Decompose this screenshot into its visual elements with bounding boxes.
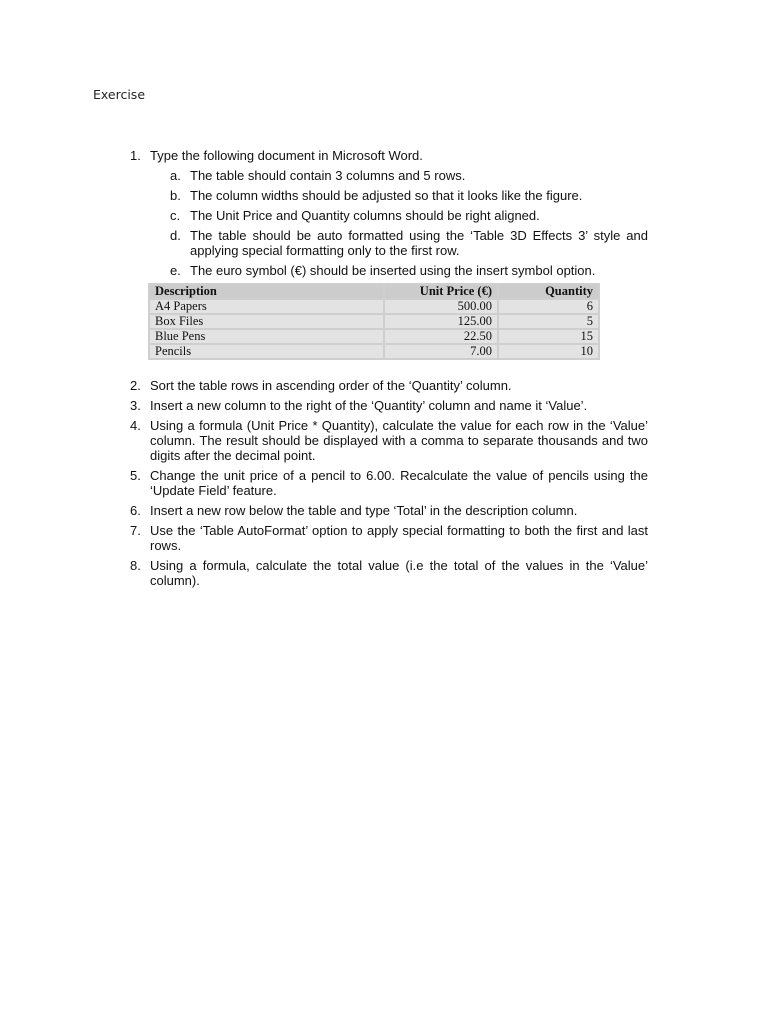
instruction-item-8 [130,558,648,588]
item-text: Using a formula, calculate the total value (i.e the total of the values in the ‘Value’ column). [150,558,648,588]
item-text: Use the ‘Table AutoFormat’ option to apply special formatting to both the first and last rows. [150,523,648,553]
item-number: 5. [130,468,141,483]
item-number: 6. [130,503,141,518]
sub-item-c [170,208,648,223]
cell-quantity: 5 [499,315,598,328]
instruction-item-4 [130,418,648,463]
table-row [150,345,598,358]
instruction-list [130,148,648,588]
item-text: Insert a new row below the table and type ‘Total’ in the description column. [150,503,578,518]
sub-item-e [170,263,648,278]
instruction-item-6 [130,503,648,518]
item-text: Sort the table rows in ascending order of the ‘Quantity’ column. [150,378,512,393]
sub-item-a [170,168,648,183]
table-header-row [150,285,598,298]
cell-unit-price: 500.00 [385,300,497,313]
table-row [150,300,598,313]
header-unit-price: Unit Price (€) [385,285,497,298]
cell-quantity: 15 [499,330,598,343]
table-row [150,330,598,343]
cell-unit-price: 125.00 [385,315,497,328]
item-text: Using a formula (Unit Price * Quantity), calculate the value for each row in the ‘Value’ column. The result should be displayed with a comma to separate thousands and two digits after the decimal point. [150,418,648,463]
item-number: 1. [130,148,141,163]
table-row [150,315,598,328]
sub-item-letter: c. [170,208,181,223]
header-description: Description [150,285,383,298]
sub-item-text: The table should be auto formatted using the ‘Table 3D Effects 3’ style and applying special formatting only to the first row. [190,228,648,258]
item-number: 2. [130,378,141,393]
cell-quantity: 6 [499,300,598,313]
cell-description: Pencils [150,345,383,358]
instruction-item-3 [130,398,648,413]
instruction-item-5 [130,468,648,498]
page-heading: Exercise [93,87,146,102]
sub-item-text: The euro symbol (€) should be inserted using the insert symbol option. [190,263,596,278]
sample-table [148,283,600,360]
instruction-item-7 [130,523,648,553]
item-number: 4. [130,418,141,433]
instruction-item-1 [130,148,648,360]
item-text: Change the unit price of a pencil to 6.00. Recalculate the value of pencils using the ‘Update Field’ feature. [150,468,648,498]
header-quantity: Quantity [499,285,598,298]
sub-item-text: The table should contain 3 columns and 5 rows. [190,168,466,183]
item-number: 3. [130,398,141,413]
sub-instruction-list [150,168,648,278]
exercise-content [130,148,648,593]
cell-description: Box Files [150,315,383,328]
item-text: Insert a new column to the right of the ‘Quantity’ column and name it ‘Value’. [150,398,588,413]
cell-description: Blue Pens [150,330,383,343]
cell-unit-price: 7.00 [385,345,497,358]
item-text: Type the following document in Microsoft Word. [150,148,423,163]
cell-unit-price: 22.50 [385,330,497,343]
sub-item-letter: b. [170,188,181,203]
item-number: 8. [130,558,141,573]
sub-item-letter: a. [170,168,181,183]
item-number: 7. [130,523,141,538]
sub-item-text: The column widths should be adjusted so that it looks like the figure. [190,188,583,203]
cell-description: A4 Papers [150,300,383,313]
sub-item-letter: d. [170,228,181,243]
cell-quantity: 10 [499,345,598,358]
sub-item-text: The Unit Price and Quantity columns should be right aligned. [190,208,540,223]
sub-item-letter: e. [170,263,181,278]
sub-item-d [170,228,648,258]
sub-item-b [170,188,648,203]
instruction-item-2 [130,378,648,393]
